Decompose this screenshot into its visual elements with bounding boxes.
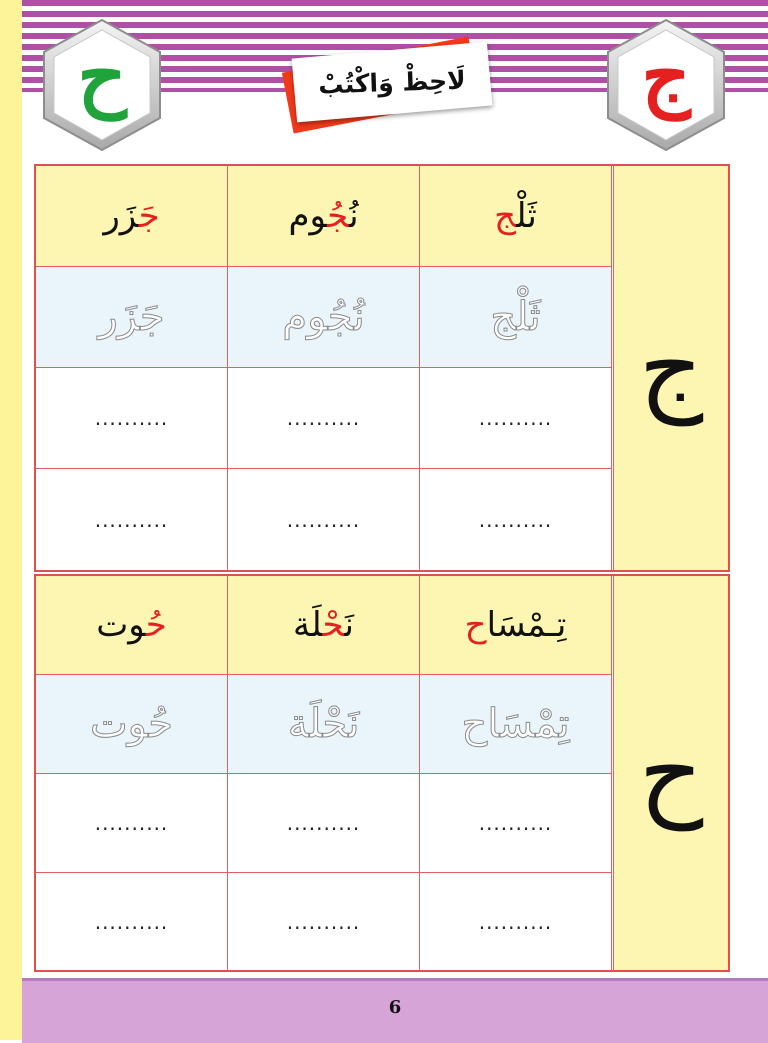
dotted-line: .......... (478, 406, 553, 430)
word-cell (228, 576, 420, 674)
trace-word: نَحْلَة (287, 701, 360, 747)
writing-row (36, 469, 612, 570)
dotted-line: .......... (478, 507, 553, 532)
writing-cell[interactable] (36, 873, 228, 970)
section-letter-column (613, 576, 728, 970)
word-cell (420, 576, 612, 674)
title-banner (280, 30, 500, 140)
writing-row (36, 368, 612, 469)
letter-hexagon-left (40, 18, 164, 152)
side-strip (0, 0, 22, 1040)
word: حُوت (96, 605, 167, 645)
dotted-line: .......... (286, 811, 361, 835)
writing-row (36, 873, 612, 970)
hexagon-letter-left: ح (77, 31, 127, 120)
page-title: لَاحِظْ وَاكْتُبْ (317, 65, 467, 100)
trace-row (36, 267, 612, 368)
writing-cell[interactable] (420, 469, 612, 570)
writing-cell[interactable] (420, 873, 612, 970)
section-letter-column (613, 166, 728, 570)
word-cell (36, 166, 228, 266)
dotted-line: .......... (286, 406, 361, 430)
word-cell (420, 166, 612, 266)
writing-cell[interactable] (228, 469, 420, 570)
hexagon-letter-right: ج (641, 31, 691, 120)
writing-cell[interactable] (228, 368, 420, 468)
exercise-section-1 (34, 164, 730, 572)
trace-word: جَزَر (98, 294, 165, 340)
dotted-line: .......... (286, 507, 361, 532)
trace-cell[interactable] (228, 267, 420, 367)
letter-hexagon-right (604, 18, 728, 152)
writing-cell[interactable] (36, 368, 228, 468)
section-letter: ج (638, 309, 704, 426)
word: تِـمْسَاح (464, 605, 567, 645)
dotted-line: .......... (286, 909, 361, 934)
dotted-line: .......... (94, 909, 169, 934)
word-cell (36, 576, 228, 674)
trace-word: ثَلْج (490, 294, 541, 340)
writing-cell[interactable] (36, 774, 228, 872)
word-row (36, 576, 612, 675)
trace-word: نُجُوم (282, 294, 365, 340)
trace-word: حُوت (89, 701, 174, 747)
dotted-line: .......... (94, 406, 169, 430)
word-row (36, 166, 612, 267)
trace-cell[interactable] (36, 675, 228, 773)
page-number: 6 (388, 997, 402, 1018)
writing-cell[interactable] (420, 774, 612, 872)
exercise-section-2 (34, 574, 730, 972)
trace-cell[interactable] (420, 267, 612, 367)
dotted-line: .......... (478, 811, 553, 835)
section-letter: ح (638, 714, 704, 831)
word: جَزَر (103, 196, 160, 236)
word: نَحْلَة (293, 605, 354, 645)
writing-cell[interactable] (228, 873, 420, 970)
word-cell (228, 166, 420, 266)
page-footer (22, 978, 768, 1043)
writing-cell[interactable] (420, 368, 612, 468)
word: ثَلْج (494, 196, 537, 236)
dotted-line: .......... (94, 507, 169, 532)
trace-cell[interactable] (36, 267, 228, 367)
trace-cell[interactable] (228, 675, 420, 773)
dotted-line: .......... (478, 909, 553, 934)
writing-cell[interactable] (228, 774, 420, 872)
dotted-line: .......... (94, 811, 169, 835)
trace-cell[interactable] (420, 675, 612, 773)
writing-row (36, 774, 612, 873)
trace-row (36, 675, 612, 774)
trace-word: تِمْسَاح (461, 701, 570, 747)
word: نُجُوم (288, 196, 359, 236)
writing-cell[interactable] (36, 469, 228, 570)
